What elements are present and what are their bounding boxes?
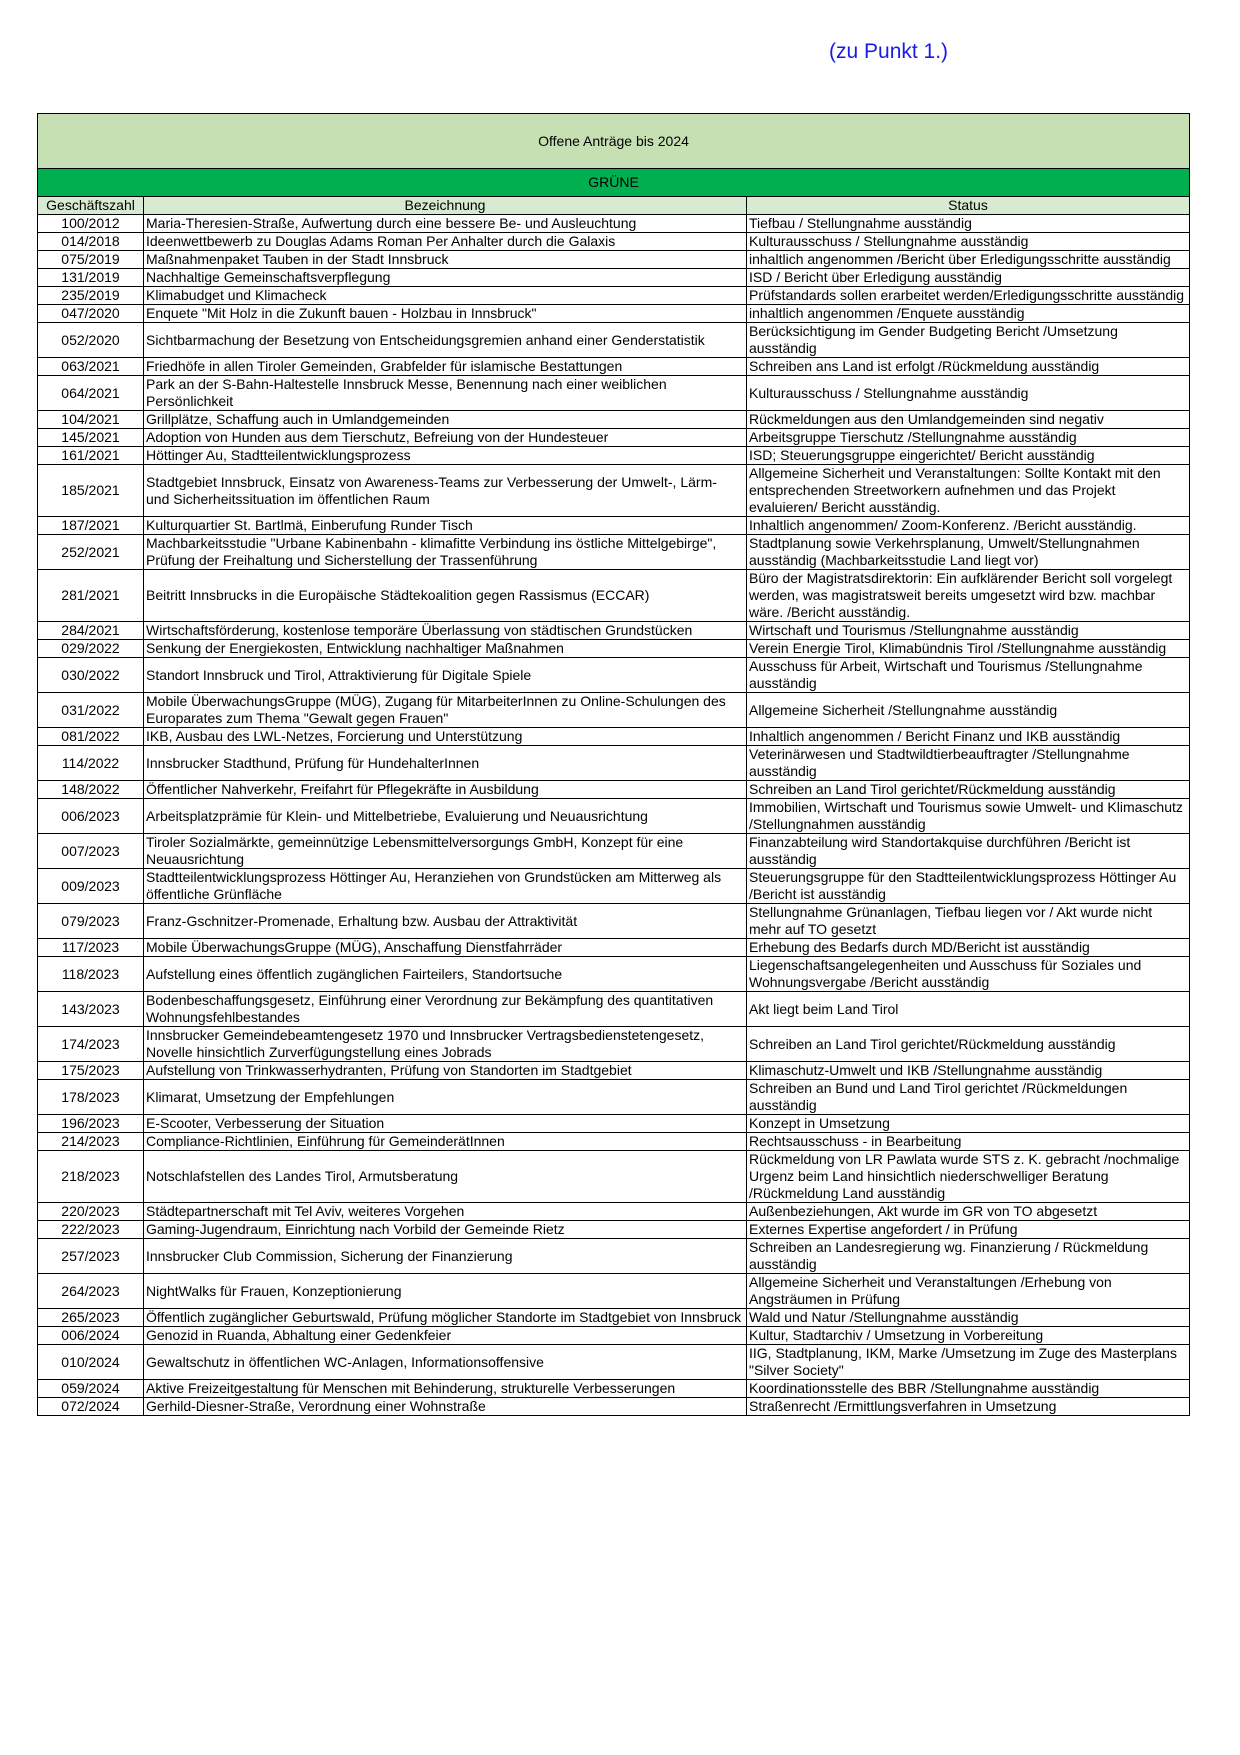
table-row — [38, 251, 1190, 269]
cell-bezeichnung: Innsbrucker Gemeindebeamtengesetz 1970 und Innsbrucker Vertragsbedienstetengesetz, Novelle hinsichtlich Zurverfügungstellung eines Jobrads — [144, 1027, 747, 1062]
cell-geschaeftszahl: 063/2021 — [38, 358, 144, 376]
table-row — [38, 358, 1190, 376]
cell-bezeichnung: Bodenbeschaffungsgesetz, Einführung einer Verordnung zur Bekämpfung des quantitativen Wohnungsfehlbestandes — [144, 992, 747, 1027]
table-row — [38, 728, 1190, 746]
cell-status: Externes Expertise angefordert / in Prüfung — [747, 1221, 1190, 1239]
cell-status: Schreiben an Land Tirol gerichtet/Rückmeldung ausständig — [747, 1027, 1190, 1062]
table-row — [38, 799, 1190, 834]
cell-geschaeftszahl: 131/2019 — [38, 269, 144, 287]
cell-bezeichnung: Compliance-Richtlinien, Einführung für GemeinderätInnen — [144, 1133, 747, 1151]
cell-geschaeftszahl: 006/2024 — [38, 1327, 144, 1345]
table-row — [38, 1345, 1190, 1380]
cell-status: Berücksichtigung im Gender Budgeting Bericht /Umsetzung ausständig — [747, 323, 1190, 358]
cell-geschaeftszahl: 218/2023 — [38, 1151, 144, 1203]
table-row — [38, 1151, 1190, 1203]
cell-bezeichnung: Friedhöfe in allen Tiroler Gemeinden, Grabfelder für islamische Bestattungen — [144, 358, 747, 376]
cell-status: Wald und Natur /Stellungnahme ausständig — [747, 1309, 1190, 1327]
cell-status: Stellungnahme Grünanlagen, Tiefbau liegen vor / Akt wurde nicht mehr auf TO gesetzt — [747, 904, 1190, 939]
cell-geschaeftszahl: 148/2022 — [38, 781, 144, 799]
title-row — [38, 114, 1190, 169]
table-row — [38, 570, 1190, 622]
cell-bezeichnung: Gewaltschutz in öffentlichen WC-Anlagen, Informationsoffensive — [144, 1345, 747, 1380]
cell-geschaeftszahl: 178/2023 — [38, 1080, 144, 1115]
cell-geschaeftszahl: 235/2019 — [38, 287, 144, 305]
cell-status: Inhaltlich angenommen / Bericht Finanz und IKB ausständig — [747, 728, 1190, 746]
cell-bezeichnung: Klimarat, Umsetzung der Empfehlungen — [144, 1080, 747, 1115]
cell-status: Allgemeine Sicherheit und Veranstaltungen: Sollte Kontakt mit den entsprechenden Streetworkern aufnehmen und das Projekt evaluieren/ Bericht ausständig. — [747, 465, 1190, 517]
column-header-geschaeftszahl: Geschäftszahl — [38, 197, 144, 215]
cell-geschaeftszahl: 281/2021 — [38, 570, 144, 622]
cell-bezeichnung: NightWalks für Frauen, Konzeptionierung — [144, 1274, 747, 1309]
cell-status: Steuerungsgruppe für den Stadtteilentwicklungsprozess Höttinger Au /Bericht ist ausständig — [747, 869, 1190, 904]
table-row — [38, 640, 1190, 658]
cell-bezeichnung: Maria-Theresien-Straße, Aufwertung durch eine bessere Be- und Ausleuchtung — [144, 215, 747, 233]
cell-bezeichnung: Mobile ÜberwachungsGruppe (MÜG), Zugang für MitarbeiterInnen zu Online-Schulungen des Europarates zum Thema "Gewalt gegen Frauen" — [144, 693, 747, 728]
cell-status: Allgemeine Sicherheit /Stellungnahme ausständig — [747, 693, 1190, 728]
cell-geschaeftszahl: 031/2022 — [38, 693, 144, 728]
cell-geschaeftszahl: 284/2021 — [38, 622, 144, 640]
cell-status: ISD; Steuerungsgruppe eingerichtet/ Bericht ausständig — [747, 447, 1190, 465]
cell-geschaeftszahl: 081/2022 — [38, 728, 144, 746]
table-row — [38, 305, 1190, 323]
cell-geschaeftszahl: 100/2012 — [38, 215, 144, 233]
table-row — [38, 429, 1190, 447]
cell-bezeichnung: Beitritt Innsbrucks in die Europäische Städtekoalition gegen Rassismus (ECCAR) — [144, 570, 747, 622]
page-title: Offene Anträge bis 2024 — [38, 114, 1190, 169]
cell-status: Erhebung des Bedarfs durch MD/Bericht ist ausständig — [747, 939, 1190, 957]
cell-bezeichnung: Innsbrucker Club Commission, Sicherung der Finanzierung — [144, 1239, 747, 1274]
cell-status: ISD / Bericht über Erledigung ausständig — [747, 269, 1190, 287]
group-label: GRÜNE — [38, 169, 1190, 197]
cell-geschaeftszahl: 072/2024 — [38, 1398, 144, 1416]
cell-geschaeftszahl: 145/2021 — [38, 429, 144, 447]
cell-bezeichnung: Mobile ÜberwachungsGruppe (MÜG), Anschaffung Dienstfahrräder — [144, 939, 747, 957]
cell-geschaeftszahl: 187/2021 — [38, 517, 144, 535]
cell-status: Ausschuss für Arbeit, Wirtschaft und Tourismus /Stellungnahme ausständig — [747, 658, 1190, 693]
cell-status: Straßenrecht /Ermittlungsverfahren in Umsetzung — [747, 1398, 1190, 1416]
table-row — [38, 535, 1190, 570]
table-row — [38, 517, 1190, 535]
cell-status: Kulturausschuss / Stellungnahme ausständig — [747, 376, 1190, 411]
group-row — [38, 169, 1190, 197]
table-row — [38, 1398, 1190, 1416]
cell-bezeichnung: Innsbrucker Stadthund, Prüfung für HundehalterInnen — [144, 746, 747, 781]
column-header-bezeichnung: Bezeichnung — [144, 197, 747, 215]
cell-status: Akt liegt beim Land Tirol — [747, 992, 1190, 1027]
table-row — [38, 1380, 1190, 1398]
cell-geschaeftszahl: 257/2023 — [38, 1239, 144, 1274]
table-row — [38, 1221, 1190, 1239]
cell-status: Finanzabteilung wird Standortakquise durchführen /Bericht ist ausständig — [747, 834, 1190, 869]
cell-bezeichnung: Aktive Freizeitgestaltung für Menschen mit Behinderung, strukturelle Verbesserungen — [144, 1380, 747, 1398]
cell-status: IIG, Stadtplanung, IKM, Marke /Umsetzung im Zuge des Masterplans "Silver Society" — [747, 1345, 1190, 1380]
table-row — [38, 957, 1190, 992]
cell-status: Rückmeldung von LR Pawlata wurde STS z. K. gebracht /nochmalige Urgenz beim Land hinsichtlich niederschwelliger Beratung /Rückmeldung Land ausständig — [747, 1151, 1190, 1203]
cell-geschaeftszahl: 265/2023 — [38, 1309, 144, 1327]
cell-bezeichnung: Notschlafstellen des Landes Tirol, Armutsberatung — [144, 1151, 747, 1203]
table-row — [38, 376, 1190, 411]
cell-bezeichnung: Park an der S-Bahn-Haltestelle Innsbruck Messe, Benennung nach einer weiblichen Persönlichkeit — [144, 376, 747, 411]
cell-bezeichnung: Sichtbarmachung der Besetzung von Entscheidungsgremien anhand einer Genderstatistik — [144, 323, 747, 358]
cell-bezeichnung: Ideenwettbewerb zu Douglas Adams Roman Per Anhalter durch die Galaxis — [144, 233, 747, 251]
table-row — [38, 1027, 1190, 1062]
cell-bezeichnung: E-Scooter, Verbesserung der Situation — [144, 1115, 747, 1133]
cell-status: Prüfstandards sollen erarbeitet werden/Erledigungsschritte ausständig — [747, 287, 1190, 305]
cell-geschaeftszahl: 007/2023 — [38, 834, 144, 869]
cell-geschaeftszahl: 252/2021 — [38, 535, 144, 570]
cell-bezeichnung: Grillplätze, Schaffung auch in Umlandgemeinden — [144, 411, 747, 429]
cell-bezeichnung: Öffentlicher Nahverkehr, Freifahrt für Pflegekräfte in Ausbildung — [144, 781, 747, 799]
cell-bezeichnung: Franz-Gschnitzer-Promenade, Erhaltung bzw. Ausbau der Attraktivität — [144, 904, 747, 939]
cell-status: Schreiben an Bund und Land Tirol gerichtet /Rückmeldungen ausständig — [747, 1080, 1190, 1115]
cell-bezeichnung: Stadtgebiet Innsbruck, Einsatz von Awareness-Teams zur Verbesserung der Umwelt-, Lärm- und Sicherheitssituation im öffentlichen Raum — [144, 465, 747, 517]
cell-geschaeftszahl: 114/2022 — [38, 746, 144, 781]
table-row — [38, 447, 1190, 465]
cell-status: Verein Energie Tirol, Klimabündnis Tirol /Stellungnahme ausständig — [747, 640, 1190, 658]
cell-geschaeftszahl: 014/2018 — [38, 233, 144, 251]
table-row — [38, 287, 1190, 305]
table-row — [38, 622, 1190, 640]
table-row — [38, 215, 1190, 233]
table-row — [38, 1115, 1190, 1133]
table-row — [38, 1080, 1190, 1115]
cell-bezeichnung: Maßnahmenpaket Tauben in der Stadt Innsbruck — [144, 251, 747, 269]
cell-status: Immobilien, Wirtschaft und Tourismus sowie Umwelt- und Klimaschutz /Stellungnahmen ausständig — [747, 799, 1190, 834]
cell-geschaeftszahl: 029/2022 — [38, 640, 144, 658]
cell-status: inhaltlich angenommen /Enquete ausständig — [747, 305, 1190, 323]
table-row — [38, 269, 1190, 287]
cell-geschaeftszahl: 222/2023 — [38, 1221, 144, 1239]
cell-status: Liegenschaftsangelegenheiten und Ausschuss für Soziales und Wohnungsvergabe /Bericht ausständig — [747, 957, 1190, 992]
cell-bezeichnung: Höttinger Au, Stadtteilentwicklungsprozess — [144, 447, 747, 465]
reference-note: (zu Punkt 1.) — [829, 40, 949, 63]
table-row — [38, 1062, 1190, 1080]
cell-status: Büro der Magistratsdirektorin: Ein aufklärender Bericht soll vorgelegt werden, was magistratsweit bereits umgesetzt wird bzw. machbar wäre. /Bericht ausständig. — [747, 570, 1190, 622]
cell-geschaeftszahl: 079/2023 — [38, 904, 144, 939]
cell-geschaeftszahl: 143/2023 — [38, 992, 144, 1027]
cell-status: Koordinationsstelle des BBR /Stellungnahme ausständig — [747, 1380, 1190, 1398]
table-row — [38, 1239, 1190, 1274]
table-row — [38, 233, 1190, 251]
cell-geschaeftszahl: 175/2023 — [38, 1062, 144, 1080]
cell-geschaeftszahl: 006/2023 — [38, 799, 144, 834]
cell-bezeichnung: Tiroler Sozialmärkte, gemeinnützige Lebensmittelversorgungs GmbH, Konzept für eine Neuausrichtung — [144, 834, 747, 869]
cell-geschaeftszahl: 030/2022 — [38, 658, 144, 693]
cell-geschaeftszahl: 010/2024 — [38, 1345, 144, 1380]
table-row — [38, 939, 1190, 957]
cell-status: Tiefbau / Stellungnahme ausständig — [747, 215, 1190, 233]
cell-geschaeftszahl: 264/2023 — [38, 1274, 144, 1309]
cell-geschaeftszahl: 104/2021 — [38, 411, 144, 429]
cell-geschaeftszahl: 185/2021 — [38, 465, 144, 517]
table-row — [38, 746, 1190, 781]
cell-bezeichnung: Wirtschaftsförderung, kostenlose temporäre Überlassung von städtischen Grundstücken — [144, 622, 747, 640]
table-row — [38, 834, 1190, 869]
cell-geschaeftszahl: 196/2023 — [38, 1115, 144, 1133]
cell-bezeichnung: Standort Innsbruck und Tirol, Attraktivierung für Digitale Spiele — [144, 658, 747, 693]
cell-bezeichnung: Adoption von Hunden aus dem Tierschutz, Befreiung von der Hundesteuer — [144, 429, 747, 447]
cell-bezeichnung: IKB, Ausbau des LWL-Netzes, Forcierung und Unterstützung — [144, 728, 747, 746]
cell-geschaeftszahl: 009/2023 — [38, 869, 144, 904]
table-row — [38, 1327, 1190, 1345]
cell-status: Außenbeziehungen, Akt wurde im GR von TO abgesetzt — [747, 1203, 1190, 1221]
table-row — [38, 1133, 1190, 1151]
cell-geschaeftszahl: 214/2023 — [38, 1133, 144, 1151]
cell-status: Inhaltlich angenommen/ Zoom-Konferenz. /Bericht ausständig. — [747, 517, 1190, 535]
table-row — [38, 1309, 1190, 1327]
cell-status: Schreiben an Landesregierung wg. Finanzierung / Rückmeldung ausständig — [747, 1239, 1190, 1274]
cell-status: Kultur, Stadtarchiv / Umsetzung in Vorbereitung — [747, 1327, 1190, 1345]
header-row — [38, 197, 1190, 215]
cell-bezeichnung: Stadtteilentwicklungsprozess Höttinger Au, Heranziehen von Grundstücken am Mitterweg als öffentliche Grünfläche — [144, 869, 747, 904]
cell-bezeichnung: Gaming-Jugendraum, Einrichtung nach Vorbild der Gemeinde Rietz — [144, 1221, 747, 1239]
table-row — [38, 992, 1190, 1027]
cell-status: Stadtplanung sowie Verkehrsplanung, Umwelt/Stellungnahmen ausständig (Machbarkeitsstudie Land liegt vor) — [747, 535, 1190, 570]
cell-bezeichnung: Arbeitsplatzprämie für Klein- und Mittelbetriebe, Evaluierung und Neuausrichtung — [144, 799, 747, 834]
cell-geschaeftszahl: 052/2020 — [38, 323, 144, 358]
table-row — [38, 465, 1190, 517]
cell-status: Rechtsausschuss - in Bearbeitung — [747, 1133, 1190, 1151]
cell-bezeichnung: Städtepartnerschaft mit Tel Aviv, weiteres Vorgehen — [144, 1203, 747, 1221]
cell-geschaeftszahl: 047/2020 — [38, 305, 144, 323]
cell-status: Rückmeldungen aus den Umlandgemeinden sind negativ — [747, 411, 1190, 429]
table-row — [38, 693, 1190, 728]
cell-geschaeftszahl: 075/2019 — [38, 251, 144, 269]
table-row — [38, 904, 1190, 939]
cell-bezeichnung: Senkung der Energiekosten, Entwicklung nachhaltiger Maßnahmen — [144, 640, 747, 658]
table-row — [38, 781, 1190, 799]
table-row — [38, 869, 1190, 904]
cell-status: Allgemeine Sicherheit und Veranstaltungen /Erhebung von Angsträumen in Prüfung — [747, 1274, 1190, 1309]
cell-geschaeftszahl: 118/2023 — [38, 957, 144, 992]
cell-status: Schreiben ans Land ist erfolgt /Rückmeldung ausständig — [747, 358, 1190, 376]
cell-geschaeftszahl: 220/2023 — [38, 1203, 144, 1221]
cell-bezeichnung: Kulturquartier St. Bartlmä, Einberufung Runder Tisch — [144, 517, 747, 535]
cell-geschaeftszahl: 064/2021 — [38, 376, 144, 411]
table-row — [38, 1203, 1190, 1221]
cell-bezeichnung: Aufstellung von Trinkwasserhydranten, Prüfung von Standorten im Stadtgebiet — [144, 1062, 747, 1080]
column-header-status: Status — [747, 197, 1190, 215]
cell-bezeichnung: Nachhaltige Gemeinschaftsverpflegung — [144, 269, 747, 287]
table-row — [38, 323, 1190, 358]
cell-status: Veterinärwesen und Stadtwildtierbeauftragter /Stellungnahme ausständig — [747, 746, 1190, 781]
table-row — [38, 1274, 1190, 1309]
cell-status: inhaltlich angenommen /Bericht über Erledigungsschritte ausständig — [747, 251, 1190, 269]
applications-table — [37, 113, 1190, 1416]
cell-status: Wirtschaft und Tourismus /Stellungnahme ausständig — [747, 622, 1190, 640]
cell-bezeichnung: Klimabudget und Klimacheck — [144, 287, 747, 305]
cell-bezeichnung: Öffentlich zugänglicher Geburtswald, Prüfung möglicher Standorte im Stadtgebiet von Innsbruck — [144, 1309, 747, 1327]
cell-geschaeftszahl: 059/2024 — [38, 1380, 144, 1398]
cell-status: Kulturausschuss / Stellungnahme ausständig — [747, 233, 1190, 251]
cell-bezeichnung: Machbarkeitsstudie "Urbane Kabinenbahn - klimafitte Verbindung ins östliche Mittelgebirge", Prüfung der Freihaltung und Sicherstellung der Trassenführung — [144, 535, 747, 570]
cell-geschaeftszahl: 117/2023 — [38, 939, 144, 957]
cell-geschaeftszahl: 161/2021 — [38, 447, 144, 465]
cell-status: Schreiben an Land Tirol gerichtet/Rückmeldung ausständig — [747, 781, 1190, 799]
cell-bezeichnung: Gerhild-Diesner-Straße, Verordnung einer Wohnstraße — [144, 1398, 747, 1416]
cell-status: Konzept in Umsetzung — [747, 1115, 1190, 1133]
cell-status: Klimaschutz-Umwelt und IKB /Stellungnahme ausständig — [747, 1062, 1190, 1080]
cell-status: Arbeitsgruppe Tierschutz /Stellungnahme ausständig — [747, 429, 1190, 447]
table-row — [38, 658, 1190, 693]
cell-bezeichnung: Genozid in Ruanda, Abhaltung einer Gedenkfeier — [144, 1327, 747, 1345]
cell-geschaeftszahl: 174/2023 — [38, 1027, 144, 1062]
cell-bezeichnung: Enquete "Mit Holz in die Zukunft bauen - Holzbau in Innsbruck" — [144, 305, 747, 323]
table-row — [38, 411, 1190, 429]
cell-bezeichnung: Aufstellung eines öffentlich zugänglichen Fairteilers, Standortsuche — [144, 957, 747, 992]
